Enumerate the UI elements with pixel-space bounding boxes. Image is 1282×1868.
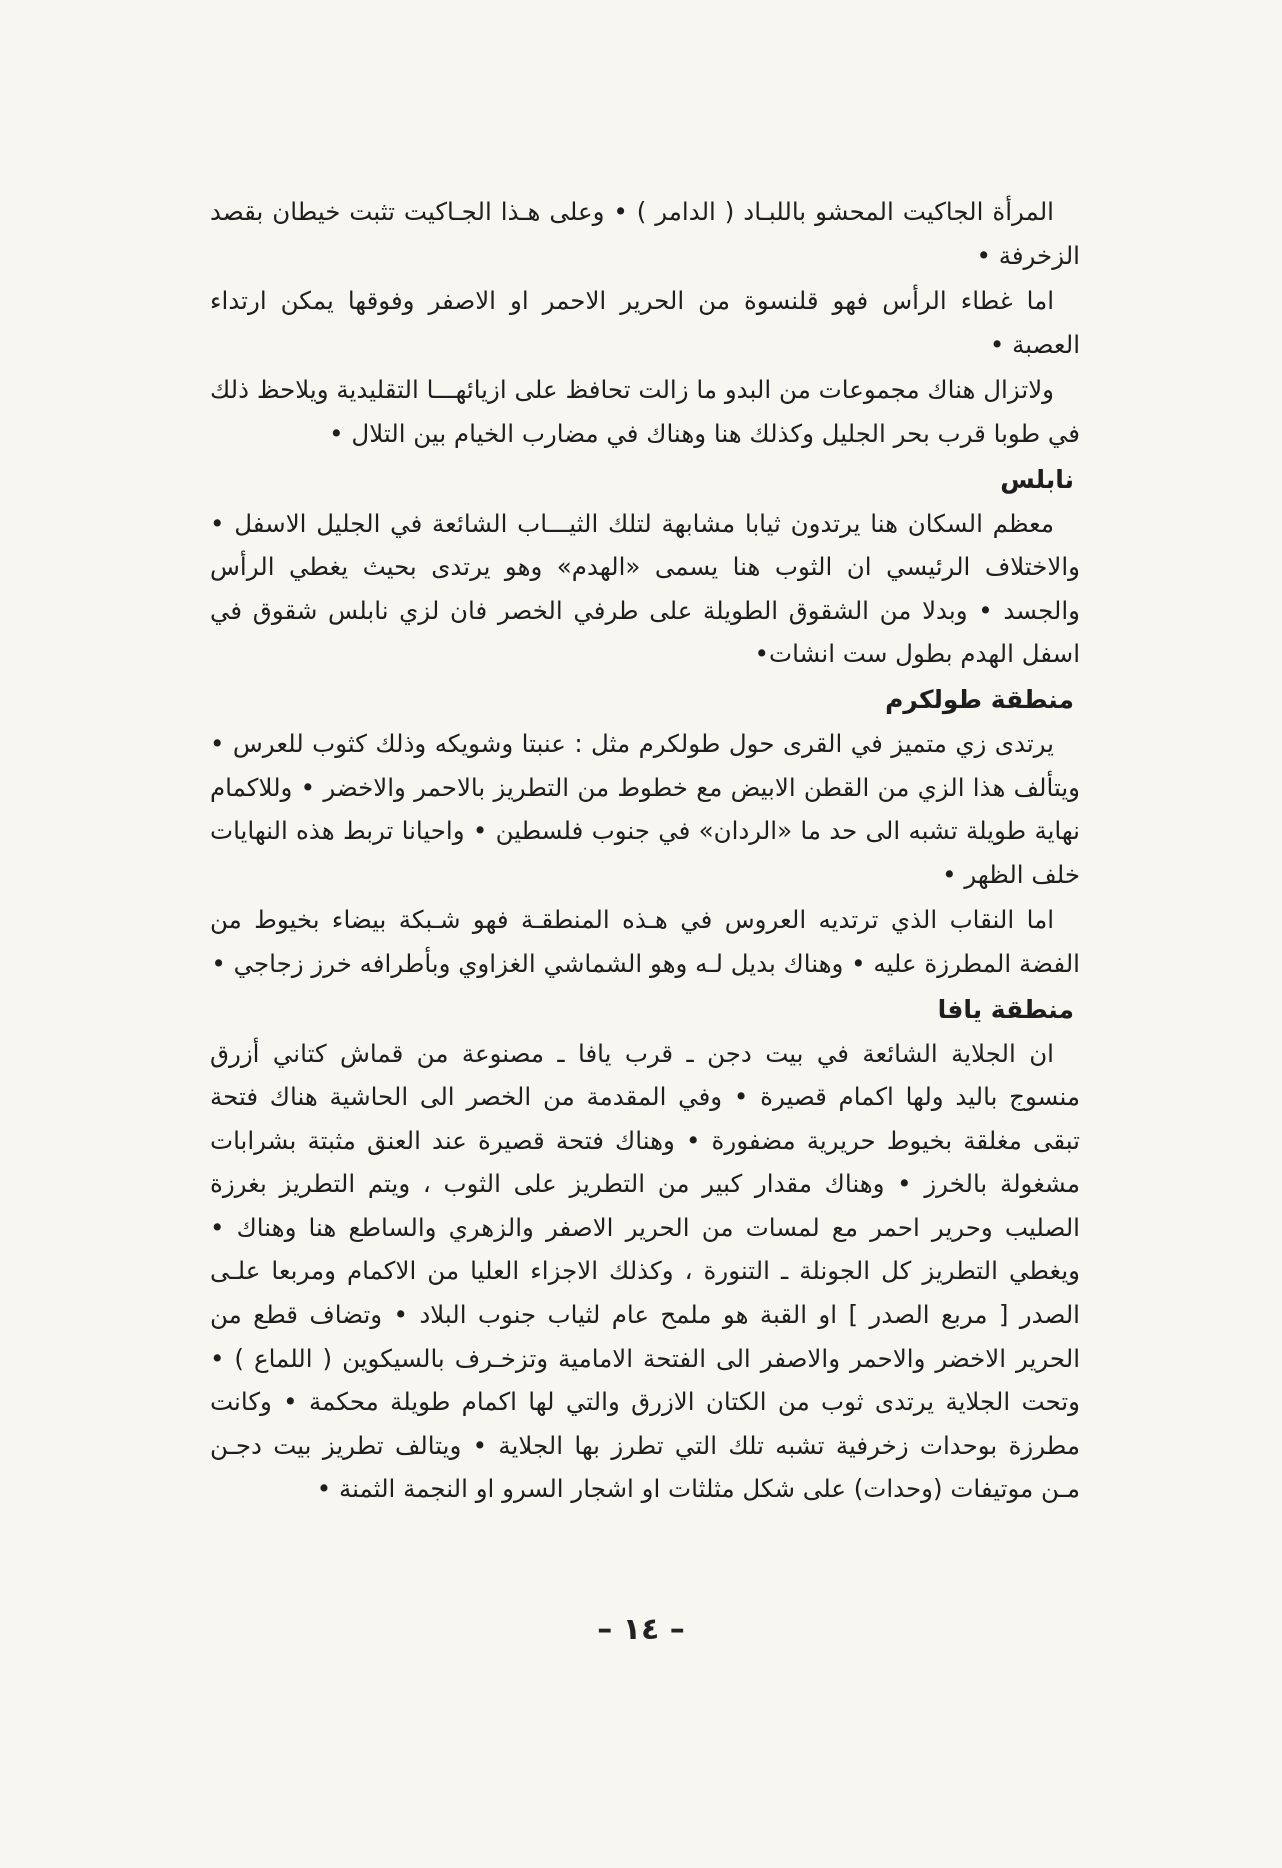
paragraph: معظم السكان هنا يرتدون ثيابا مشابهة لتلك الثيـــاب الشائعة في الجليل الاسفل • والاختلاف الرئيسي ان الثوب هنا يسمى «الهدم» وهو يرتدى بحيث يغطي الرأس والجسد • وبدلا من الشقوق الطويلة على طرفي الخصر فان لزي نابلس شقوق في اسفل الهدم بطول ست انشات•: [210, 508, 1080, 669]
page-body: [210, 190, 1080, 1513]
paragraph: يرتدى زي متميز في القرى حول طولكرم مثل : عنبتا وشويكه وذلك كثوب للعرس • ويتألف هذا الزي من القطن الابيض مع خطوط من التطريز بالاحمر والاخضر • وللاكمام نهاية طويلة تشبه الى حد ما «الردان» في جنوب فلسطين • واحيانا تربط هذه النهايات خلف الظهر •: [210, 728, 1080, 889]
paragraph: ان الجلاية الشائعة في بيت دجن ـ قرب يافا ـ مصنوعة من قماش كتاني أزرق منسوج باليد ولها اكمام قصيرة • وفي المقدمة من الخصر الى الحاشية هناك فتحة تبقى مغلقة بخيوط حريرية مضفورة • وهناك فتحة قصيرة عند العنق مثبتة بشرابات مشغولة بالخرز • وهناك مقدار كبير من التطريز على الثوب ، ويتم التطريز بغرزة الصليب وحرير احمر مع لمسات من الحرير الاصفر والزهري والساطع هنا وهناك • ويغطي التطريز كل الجونلة ـ التنورة ، وكذلك الاجزاء العليا من الاكمام ومربعا علـى الصدر [ مربع الصدر ] او القبة هو ملمح عام لثياب جنوب البلاد • وتضاف قطع من الحرير الاخضر والاحمر والاصفر الى الفتحة الامامية وتزخـرف بالسيكوين ( اللماع ) • وتحت الجلاية يرتدى ثوب من الكتان الازرق والتي لها اكمام طويلة محكمة • وكانت مطرزة بوحدات زخرفية تشبه تلك التي تطرز بها الجلاية • ويتالف تطريز بيت دجـن مـن موتيفات (وحدات) على شكل مثلثات او اشجار السرو او النجمة الثمنة •: [210, 1038, 1080, 1504]
page-number: – ١٤ –: [597, 1612, 685, 1647]
paragraph: ولاتزال هناك مجموعات من البدو ما زالت تحافظ على ازيائهـــا التقليدية ويلاحظ ذلك في طوبا قرب بحر الجليل وكذلك هنا وهناك في مضارب الخيام بين التلال •: [210, 375, 1080, 448]
section-heading: نابلس: [1000, 464, 1074, 494]
section-heading: منطقة يافا: [937, 994, 1074, 1024]
paragraph: اما النقاب الذي ترتديه العروس في هـذه المنطقـة فهو شـبكة بيضاء بخيوط من الفضة المطرزة عليه • وهناك بديل لـه وهو الشماشي الغزاوي وبأطرافه خرز زجاجي •: [210, 905, 1080, 978]
paragraph: اما غطاء الرأس فهو قلنسوة من الحرير الاحمر او الاصفر وفوقها يمكن ارتداء العصبة •: [210, 286, 1080, 359]
paragraph: المرأة الجاكيت المحشو باللبـاد ( الدامر ) • وعلى هـذا الجـاكيت تثبت خيطان بقصد الزخرفة •: [210, 197, 1080, 270]
section-heading: منطقة طولكرم: [885, 684, 1074, 714]
